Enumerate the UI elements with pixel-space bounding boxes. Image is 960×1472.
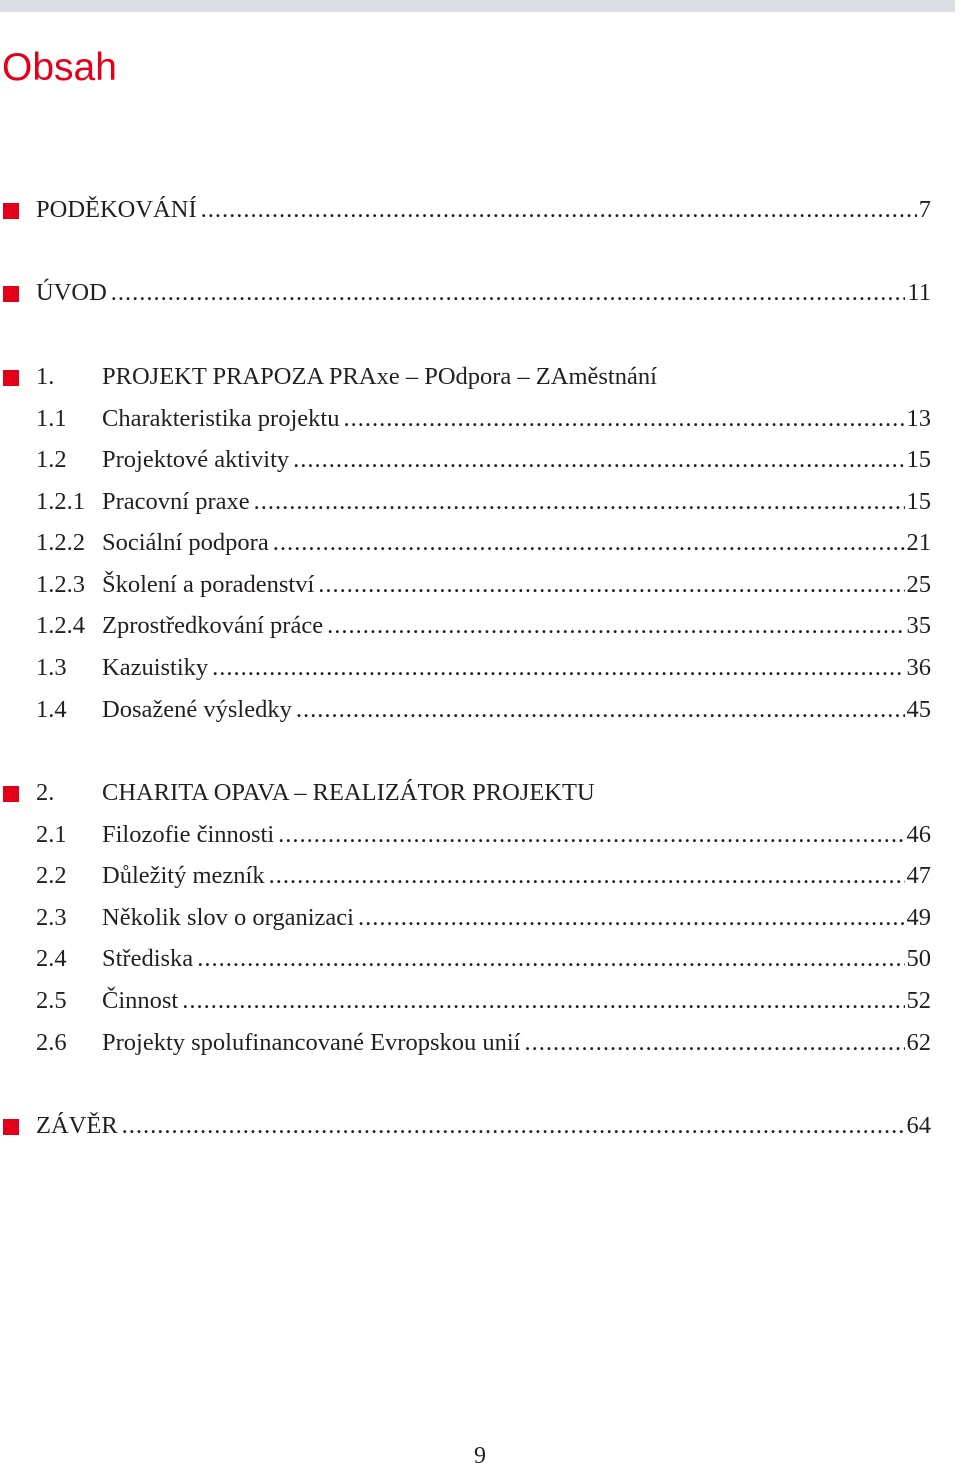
dot-leader	[278, 818, 904, 852]
dot-leader	[358, 901, 905, 935]
toc-entry-uvod[interactable]	[0, 276, 931, 310]
toc-chapter-1[interactable]	[0, 360, 931, 394]
toc-entry-page: 13	[906, 405, 931, 432]
toc-entry-page: 25	[906, 571, 931, 598]
toc-entry-number: 1.2.4	[36, 612, 85, 639]
toc-entry[interactable]	[0, 693, 931, 727]
dot-leader	[293, 443, 904, 477]
toc-entry-page: 21	[906, 529, 931, 556]
toc-entry-page: 52	[906, 987, 931, 1014]
toc-entry[interactable]	[0, 859, 931, 893]
toc-entry-number: 1.3	[36, 654, 67, 681]
toc-entry-page: 35	[906, 612, 931, 639]
chapter-title: PROJEKT PRAPOZA PRAxe – POdpora – ZAměstnání	[102, 363, 657, 390]
toc-entry-label: Střediska	[102, 945, 194, 972]
toc-entry-page: 46	[906, 821, 931, 848]
toc-entry-label: PODĚKOVÁNÍ	[36, 196, 197, 223]
bullet-square-icon	[3, 286, 19, 302]
toc-entry-page: 7	[918, 196, 931, 223]
toc-entry[interactable]	[0, 485, 931, 519]
toc-entry-page: 47	[906, 862, 931, 889]
toc-entry[interactable]	[0, 901, 931, 935]
toc-entry-number: 2.5	[36, 987, 67, 1014]
dot-leader	[122, 1109, 905, 1143]
toc-entry-number: 1.2.1	[36, 488, 85, 515]
toc-entry-number: 1.2.2	[36, 529, 85, 556]
toc-entry-number: 1.1	[36, 405, 67, 432]
toc-entry-label: Projekty spolufinancované Evropskou unií	[102, 1029, 521, 1056]
toc-entry-label: ÚVOD	[36, 279, 107, 306]
dot-leader	[296, 693, 905, 727]
toc-entry-number: 1.2	[36, 446, 67, 473]
toc-entry-label: Sociální podpora	[102, 529, 269, 556]
toc-entry-number: 1.4	[36, 696, 67, 723]
page-title: Obsah	[2, 46, 117, 89]
dot-leader	[318, 568, 904, 602]
toc-entry-number: 2.6	[36, 1029, 67, 1056]
toc-entry[interactable]	[0, 1026, 931, 1060]
toc-entry-label: Zprostředkování práce	[102, 612, 324, 639]
bullet-square-icon	[3, 203, 19, 219]
toc-entry[interactable]	[0, 818, 931, 852]
dot-leader	[524, 1026, 904, 1060]
toc-entry-label: Charakteristika projektu	[102, 405, 340, 432]
toc-entry-number: 1.2.3	[36, 571, 85, 598]
toc-entry-page: 64	[906, 1112, 931, 1139]
toc-entry-page: 62	[906, 1029, 931, 1056]
toc-entry-page: 11	[907, 279, 931, 306]
toc-entry-page: 50	[906, 945, 931, 972]
toc-entry-label: Důležitý mezník	[102, 862, 265, 889]
toc-entry[interactable]	[0, 526, 931, 560]
dot-leader	[197, 942, 904, 976]
toc-entry[interactable]	[0, 609, 931, 643]
toc-entry-label: Pracovní praxe	[102, 488, 250, 515]
toc-entry[interactable]	[0, 984, 931, 1018]
toc-entry[interactable]	[0, 402, 931, 436]
toc-entry-label: Filozofie činnosti	[102, 821, 275, 848]
toc-entry-label: Činnost	[102, 987, 179, 1014]
toc-entry-number: 2.4	[36, 945, 67, 972]
toc-entry-label: Školení a poradenství	[102, 571, 315, 598]
toc-entry[interactable]	[0, 942, 931, 976]
toc-entry[interactable]	[0, 443, 931, 477]
dot-leader	[254, 485, 905, 519]
bullet-square-icon	[3, 370, 19, 386]
toc-entry[interactable]	[0, 651, 931, 685]
toc-entry-page: 45	[906, 696, 931, 723]
bullet-square-icon	[3, 1119, 19, 1135]
bullet-square-icon	[3, 786, 19, 802]
dot-leader	[269, 859, 905, 893]
toc-entry-page: 36	[906, 654, 931, 681]
toc-entry-podekovani[interactable]	[0, 193, 931, 227]
chapter-number: 2.	[36, 779, 55, 806]
dot-leader	[327, 609, 904, 643]
dot-leader	[111, 276, 906, 310]
toc-entry-label: Projektové aktivity	[102, 446, 290, 473]
top-bar	[0, 0, 955, 12]
toc-entry-page: 15	[906, 446, 931, 473]
toc-entry[interactable]	[0, 568, 931, 602]
toc-entry-page: 15	[906, 488, 931, 515]
chapter-title: CHARITA OPAVA – REALIZÁTOR PROJEKTU	[102, 779, 595, 806]
toc-entry-label: Kazuistiky	[102, 654, 209, 681]
toc-entry-label: Dosažené výsledky	[102, 696, 292, 723]
dot-leader	[182, 984, 904, 1018]
toc-entry-label: Několik slov o organizaci	[102, 904, 354, 931]
dot-leader	[201, 193, 917, 227]
dot-leader	[343, 402, 904, 436]
chapter-number: 1.	[36, 363, 55, 390]
page-number: 9	[474, 1443, 486, 1469]
dot-leader	[273, 526, 905, 560]
toc-entry-number: 2.2	[36, 862, 67, 889]
toc-entry-zaver[interactable]	[0, 1109, 931, 1143]
dot-leader	[212, 651, 904, 685]
toc-entry-number: 2.3	[36, 904, 67, 931]
toc-entry-label: ZÁVĚR	[36, 1112, 118, 1139]
toc-chapter-2[interactable]	[0, 776, 931, 810]
toc-entry-page: 49	[906, 904, 931, 931]
toc-entry-number: 2.1	[36, 821, 67, 848]
